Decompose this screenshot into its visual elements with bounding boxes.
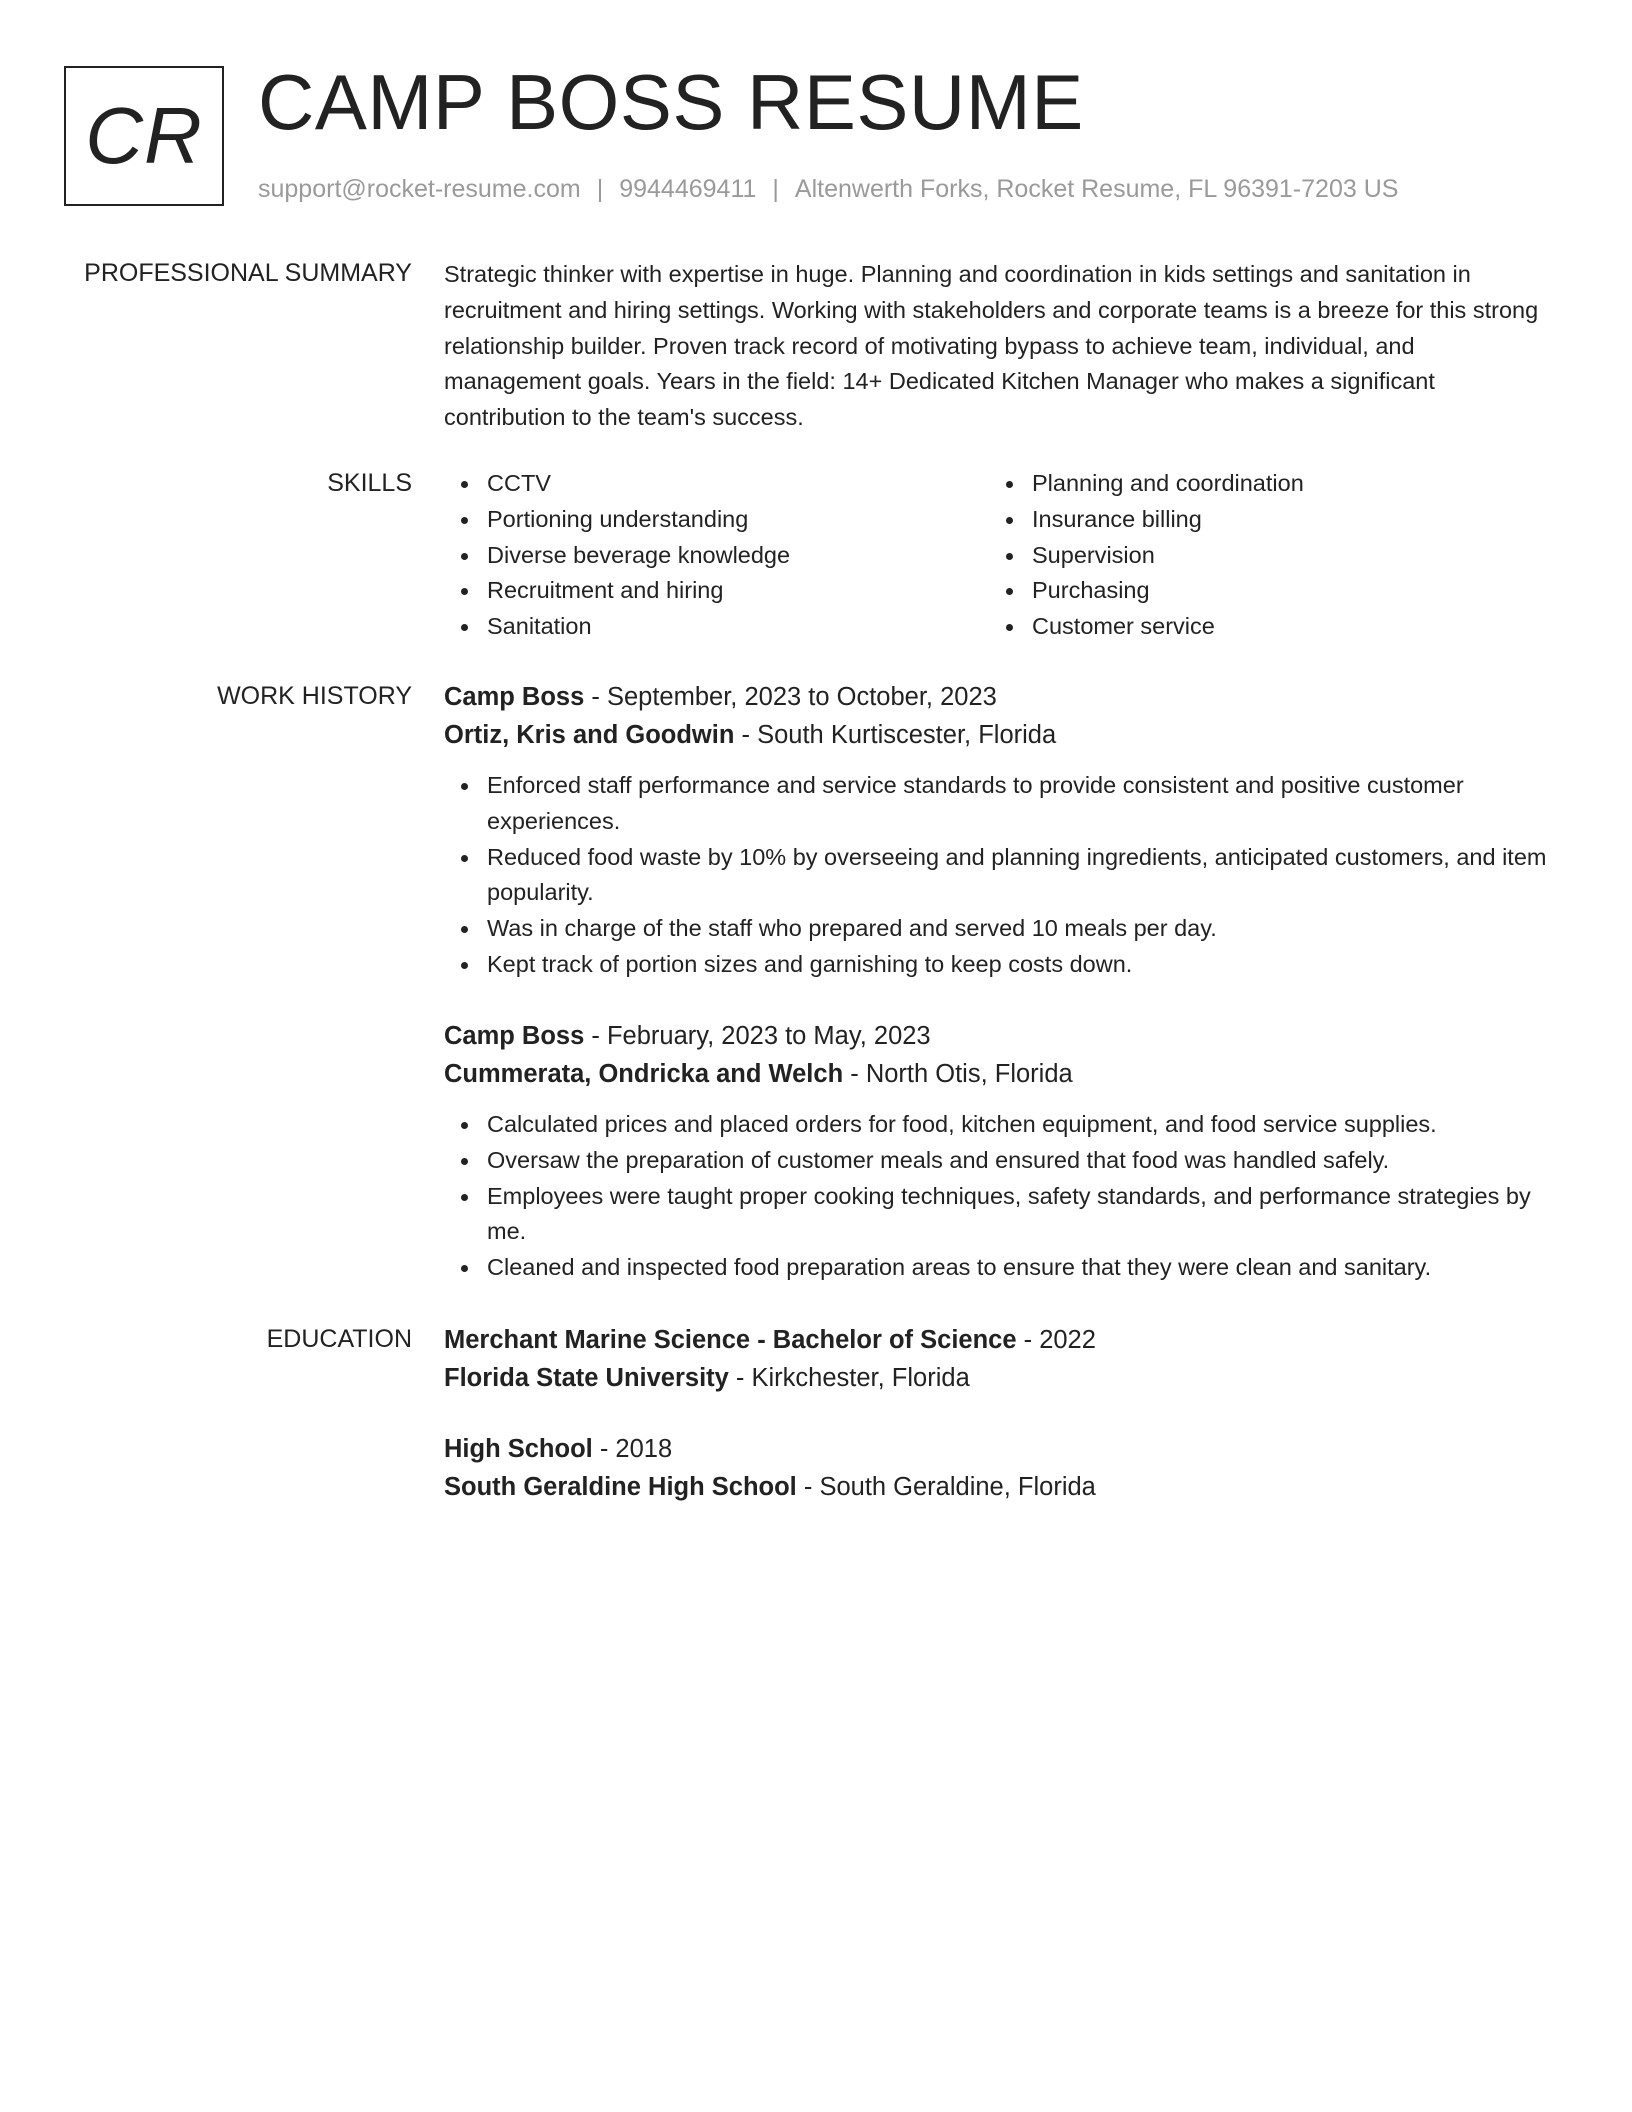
- contact-separator: |: [772, 175, 779, 203]
- resume-title: CAMP BOSS RESUME: [258, 58, 1084, 146]
- education-degree: High School: [444, 1435, 593, 1463]
- monogram-box: [64, 66, 224, 206]
- job-dates: - February, 2023 to May, 2023: [584, 1022, 931, 1050]
- education-school-line: [444, 1468, 1554, 1506]
- education-school: South Geraldine High School: [444, 1473, 797, 1501]
- education-degree: Merchant Marine Science - Bachelor of Science: [444, 1326, 1017, 1354]
- education-degree-line: [444, 1430, 1554, 1468]
- job-duty: Employees were taught proper cooking techniques, safety standards, and performance strategies by me.: [444, 1179, 1554, 1251]
- job-title-line: [444, 1017, 1554, 1055]
- contact-phone: 9944469411: [619, 175, 757, 203]
- job-company: Ortiz, Kris and Goodwin: [444, 721, 735, 749]
- education-location: - South Geraldine, Florida: [796, 1473, 1096, 1501]
- job-title: Camp Boss: [444, 683, 585, 711]
- education-heading: EDUCATION: [266, 1325, 412, 1353]
- skill-item: Recruitment and hiring: [444, 573, 989, 609]
- job-dates: - September, 2023 to October, 2023: [584, 683, 997, 711]
- job-entry: [444, 1017, 1554, 1286]
- job-company: Cummerata, Ondricka and Welch: [444, 1060, 844, 1088]
- education-degree-line: [444, 1321, 1554, 1359]
- skill-item: Portioning understanding: [444, 502, 989, 538]
- skills-heading: SKILLS: [327, 469, 412, 497]
- skill-item: Insurance billing: [989, 502, 1534, 538]
- job-company-line: [444, 1055, 1554, 1093]
- job-entry: [444, 678, 1554, 983]
- skills-list: [444, 466, 1554, 645]
- monogram-initials: CR: [85, 91, 203, 180]
- job-duty: Reduced food waste by 10% by overseeing and planning ingredients, anticipated customers, and item popularity.: [444, 840, 1554, 912]
- contact-address: Altenwerth Forks, Rocket Resume, FL 96391-7203 US: [794, 175, 1399, 203]
- education-school-line: [444, 1359, 1554, 1397]
- skills-column-right: [989, 466, 1534, 645]
- contact-separator: |: [596, 175, 604, 203]
- education-entry: [444, 1430, 1554, 1506]
- job-location: - South Kurtiscester, Florida: [734, 721, 1057, 749]
- skill-item: Diverse beverage knowledge: [444, 538, 989, 574]
- work-history-heading: WORK HISTORY: [217, 682, 412, 710]
- job-location: - North Otis, Florida: [843, 1060, 1073, 1088]
- contact-line: [258, 172, 1398, 206]
- job-duties-list: [444, 768, 1554, 983]
- education-location: - Kirkchester, Florida: [728, 1364, 970, 1392]
- job-duty: Cleaned and inspected food preparation areas to ensure that they were clean and sanitary.: [444, 1250, 1554, 1286]
- skill-item: Planning and coordination: [989, 466, 1534, 502]
- job-duty: Kept track of portion sizes and garnishing to keep costs down.: [444, 947, 1554, 983]
- job-company-line: [444, 716, 1554, 754]
- job-title: Camp Boss: [444, 1022, 585, 1050]
- skill-item: CCTV: [444, 466, 989, 502]
- job-duty: Was in charge of the staff who prepared and served 10 meals per day.: [444, 911, 1554, 947]
- skill-item: Sanitation: [444, 609, 989, 645]
- contact-email: support@rocket-resume.com: [258, 175, 581, 203]
- summary-text: Strategic thinker with expertise in huge. Planning and coordination in kids settings and sanitation in recruitment and hiring settings. Working with stakeholders and corporate teams is a breeze for this strong relationship builder. Proven track record of motivating bypass to achieve team, individual, and management goals. Years in the field: 14+ Dedicated Kitchen Manager who makes a significant contribution to the team's success.: [444, 261, 1539, 431]
- job-duty: Oversaw the preparation of customer meals and ensured that food was handled safely.: [444, 1143, 1554, 1179]
- summary-heading: PROFESSIONAL SUMMARY: [84, 259, 412, 287]
- education-year: - 2018: [592, 1435, 673, 1463]
- skills-column-left: [444, 466, 989, 645]
- job-duty: Calculated prices and placed orders for food, kitchen equipment, and food service supplies.: [444, 1107, 1554, 1143]
- job-duty: Enforced staff performance and service standards to provide consistent and positive customer experiences.: [444, 768, 1554, 840]
- job-title-line: [444, 678, 1554, 716]
- job-duties-list: [444, 1107, 1554, 1286]
- education-school: Florida State University: [444, 1364, 729, 1392]
- education-entry: [444, 1321, 1554, 1397]
- skill-item: Purchasing: [989, 573, 1534, 609]
- skill-item: Supervision: [989, 538, 1534, 574]
- education-year: - 2022: [1016, 1326, 1096, 1354]
- skill-item: Customer service: [989, 609, 1534, 645]
